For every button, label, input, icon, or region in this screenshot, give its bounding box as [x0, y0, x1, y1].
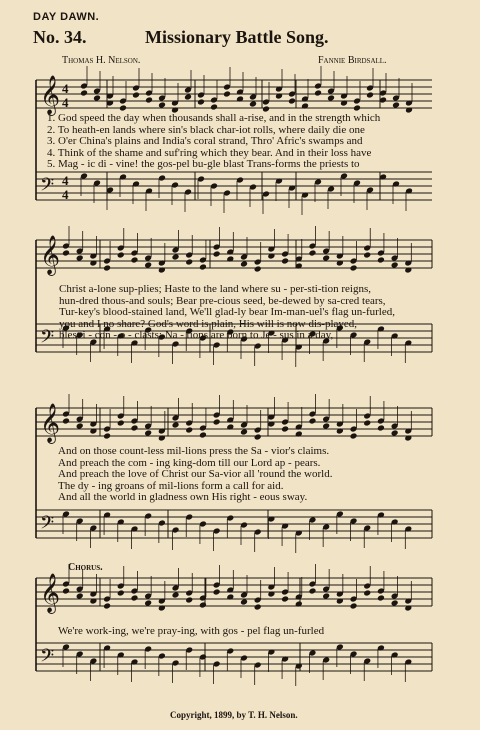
note-head: [172, 422, 180, 429]
note-head: [309, 250, 317, 257]
verse-line: 2. To heath-en lands where sin's black char-iot rolls, where daily die one: [47, 123, 365, 136]
note-head: [240, 429, 248, 436]
note-head: [199, 264, 207, 271]
note-head: [353, 105, 361, 112]
note-head: [391, 430, 399, 437]
note-head: [145, 97, 153, 104]
composer-credit: Fannie Birdsall.: [318, 55, 387, 66]
note-head: [322, 255, 330, 262]
note-head: [199, 602, 207, 609]
note-head: [144, 262, 152, 269]
hymn-title: Missionary Battle Song.: [145, 27, 329, 47]
time-signature-bottom: 4: [62, 187, 69, 202]
note-head: [62, 418, 70, 425]
verse-line: We're work-ing, we're pray-ing, with gos - pel flag un-furled: [58, 625, 325, 637]
note-head: [281, 258, 289, 265]
note-head: [158, 102, 166, 109]
note-head: [377, 425, 385, 432]
note-head: [199, 432, 207, 439]
bass-clef-icon: 𝄢: [40, 327, 55, 352]
verses-chorus: [58, 626, 324, 638]
verse-line: And on those count-less mil-lions press the Sa - vior's claims.: [58, 445, 330, 457]
note-head: [103, 265, 111, 272]
note-head: [366, 92, 374, 99]
verse-line: Tur-key's blood-stained land, We'll glad-ly bear Im-man-uel's flag un-furled,: [59, 306, 395, 318]
note-head: [76, 423, 84, 430]
hymn-number: No. 34.: [33, 27, 87, 47]
verse-line: And all the world in gladness own His right - eous sway.: [58, 491, 308, 503]
note-head: [350, 433, 358, 440]
running-head: DAY DAWN.: [33, 11, 100, 23]
note-head: [132, 92, 140, 99]
bass-clef-icon: 𝄢: [40, 513, 55, 538]
verse-line: 1. God speed the day when thousands shall a-rise, and in the strength which: [47, 112, 381, 124]
note-head: [117, 590, 125, 597]
note-head: [76, 593, 84, 600]
note-head: [281, 596, 289, 603]
note-head: [76, 255, 84, 262]
note-head: [322, 423, 330, 430]
verse-line: Christ a-lone sup-plies; Haste to the land where su - per-sti-tion reigns,: [59, 283, 371, 295]
note-head: [213, 419, 221, 426]
note-head: [144, 430, 152, 437]
verse-line: you and I no share? God's word is plain, His will is now dis-played,: [59, 317, 358, 330]
note-head: [131, 425, 139, 432]
verse-line: The dy - ing groans of mil-lions form a call for aid.: [58, 479, 284, 492]
note-head: [363, 590, 371, 597]
note-head: [185, 259, 193, 266]
time-signature-top: 4: [62, 81, 69, 96]
note-head: [144, 600, 152, 607]
note-head: [103, 603, 111, 610]
note-head: [185, 597, 193, 604]
note-head: [377, 595, 385, 602]
treble-clef-icon: 𝄞: [40, 235, 61, 275]
treble-clef-icon: 𝄞: [40, 573, 61, 613]
verses-system-1: [47, 113, 380, 171]
note-head: [240, 599, 248, 606]
note-head: [309, 418, 317, 425]
note-head: [254, 266, 262, 273]
note-head: [197, 99, 205, 106]
note-head: [131, 257, 139, 264]
note-head: [350, 603, 358, 610]
verse-line: blest i - con - o - clasts; Na - tions are born to Je - sus in a day,: [59, 329, 334, 341]
note-head: [210, 104, 218, 111]
note-head: [391, 262, 399, 269]
verse-line: 4. Think of the shame and suf'ring which they bear. And in their loss have: [47, 146, 372, 159]
copyright-notice: Copyright, 1899, by T. H. Nelson.: [170, 710, 298, 720]
note-head: [309, 588, 317, 595]
author-credit: Thomas H. Nelson.: [62, 55, 141, 66]
note-head: [172, 254, 180, 261]
note-head: [172, 592, 180, 599]
note-head: [254, 434, 262, 441]
note-head: [249, 101, 257, 108]
note-head: [184, 94, 192, 101]
verse-line: 3. O'er China's plains and India's coral strand, Thro' Afric's swamps and: [47, 135, 363, 147]
note-head: [213, 251, 221, 258]
treble-clef-icon: 𝄞: [40, 75, 61, 115]
chorus-label: Chorus.: [68, 562, 103, 573]
note-head: [363, 252, 371, 259]
note-head: [254, 604, 262, 611]
note-head: [288, 98, 296, 105]
note-head: [93, 95, 101, 102]
verse-line: 5. Mag - ic di - vine! the gos-pel bu-gle blast Trans-forms the priests to: [47, 158, 360, 170]
note-head: [327, 95, 335, 102]
verses-system-2: [59, 284, 395, 342]
note-head: [363, 420, 371, 427]
note-head: [240, 261, 248, 268]
bass-clef-icon: 𝄢: [40, 646, 55, 671]
bass-clef-icon: 𝄢: [40, 175, 55, 200]
note-head: [103, 433, 111, 440]
time-signature-top: 4: [62, 173, 69, 188]
note-head: [185, 427, 193, 434]
note-head: [322, 593, 330, 600]
note-head: [314, 90, 322, 97]
verse-line: And preach the love of Christ our Sa-vior all 'round the world.: [58, 468, 333, 480]
time-signature-bottom: 4: [62, 95, 69, 110]
note-head: [391, 600, 399, 607]
note-head: [392, 102, 400, 109]
note-head: [377, 257, 385, 264]
note-head: [131, 595, 139, 602]
note-head: [281, 426, 289, 433]
verse-line: hun-dred thous-and souls; Bear pre-cious seed, be-dewed by sa-cred tears,: [59, 294, 386, 307]
note-head: [223, 91, 231, 98]
note-head: [80, 90, 88, 97]
note-head: [62, 250, 70, 257]
note-head: [62, 588, 70, 595]
note-head: [119, 105, 127, 112]
note-head: [117, 252, 125, 259]
treble-clef-icon: 𝄞: [40, 403, 61, 443]
verses-system-3: [58, 446, 332, 504]
verse-line: And preach the com - ing king-dom till our Lord ap - pears.: [58, 456, 321, 469]
note-head: [350, 265, 358, 272]
note-head: [117, 420, 125, 427]
note-head: [213, 589, 221, 596]
